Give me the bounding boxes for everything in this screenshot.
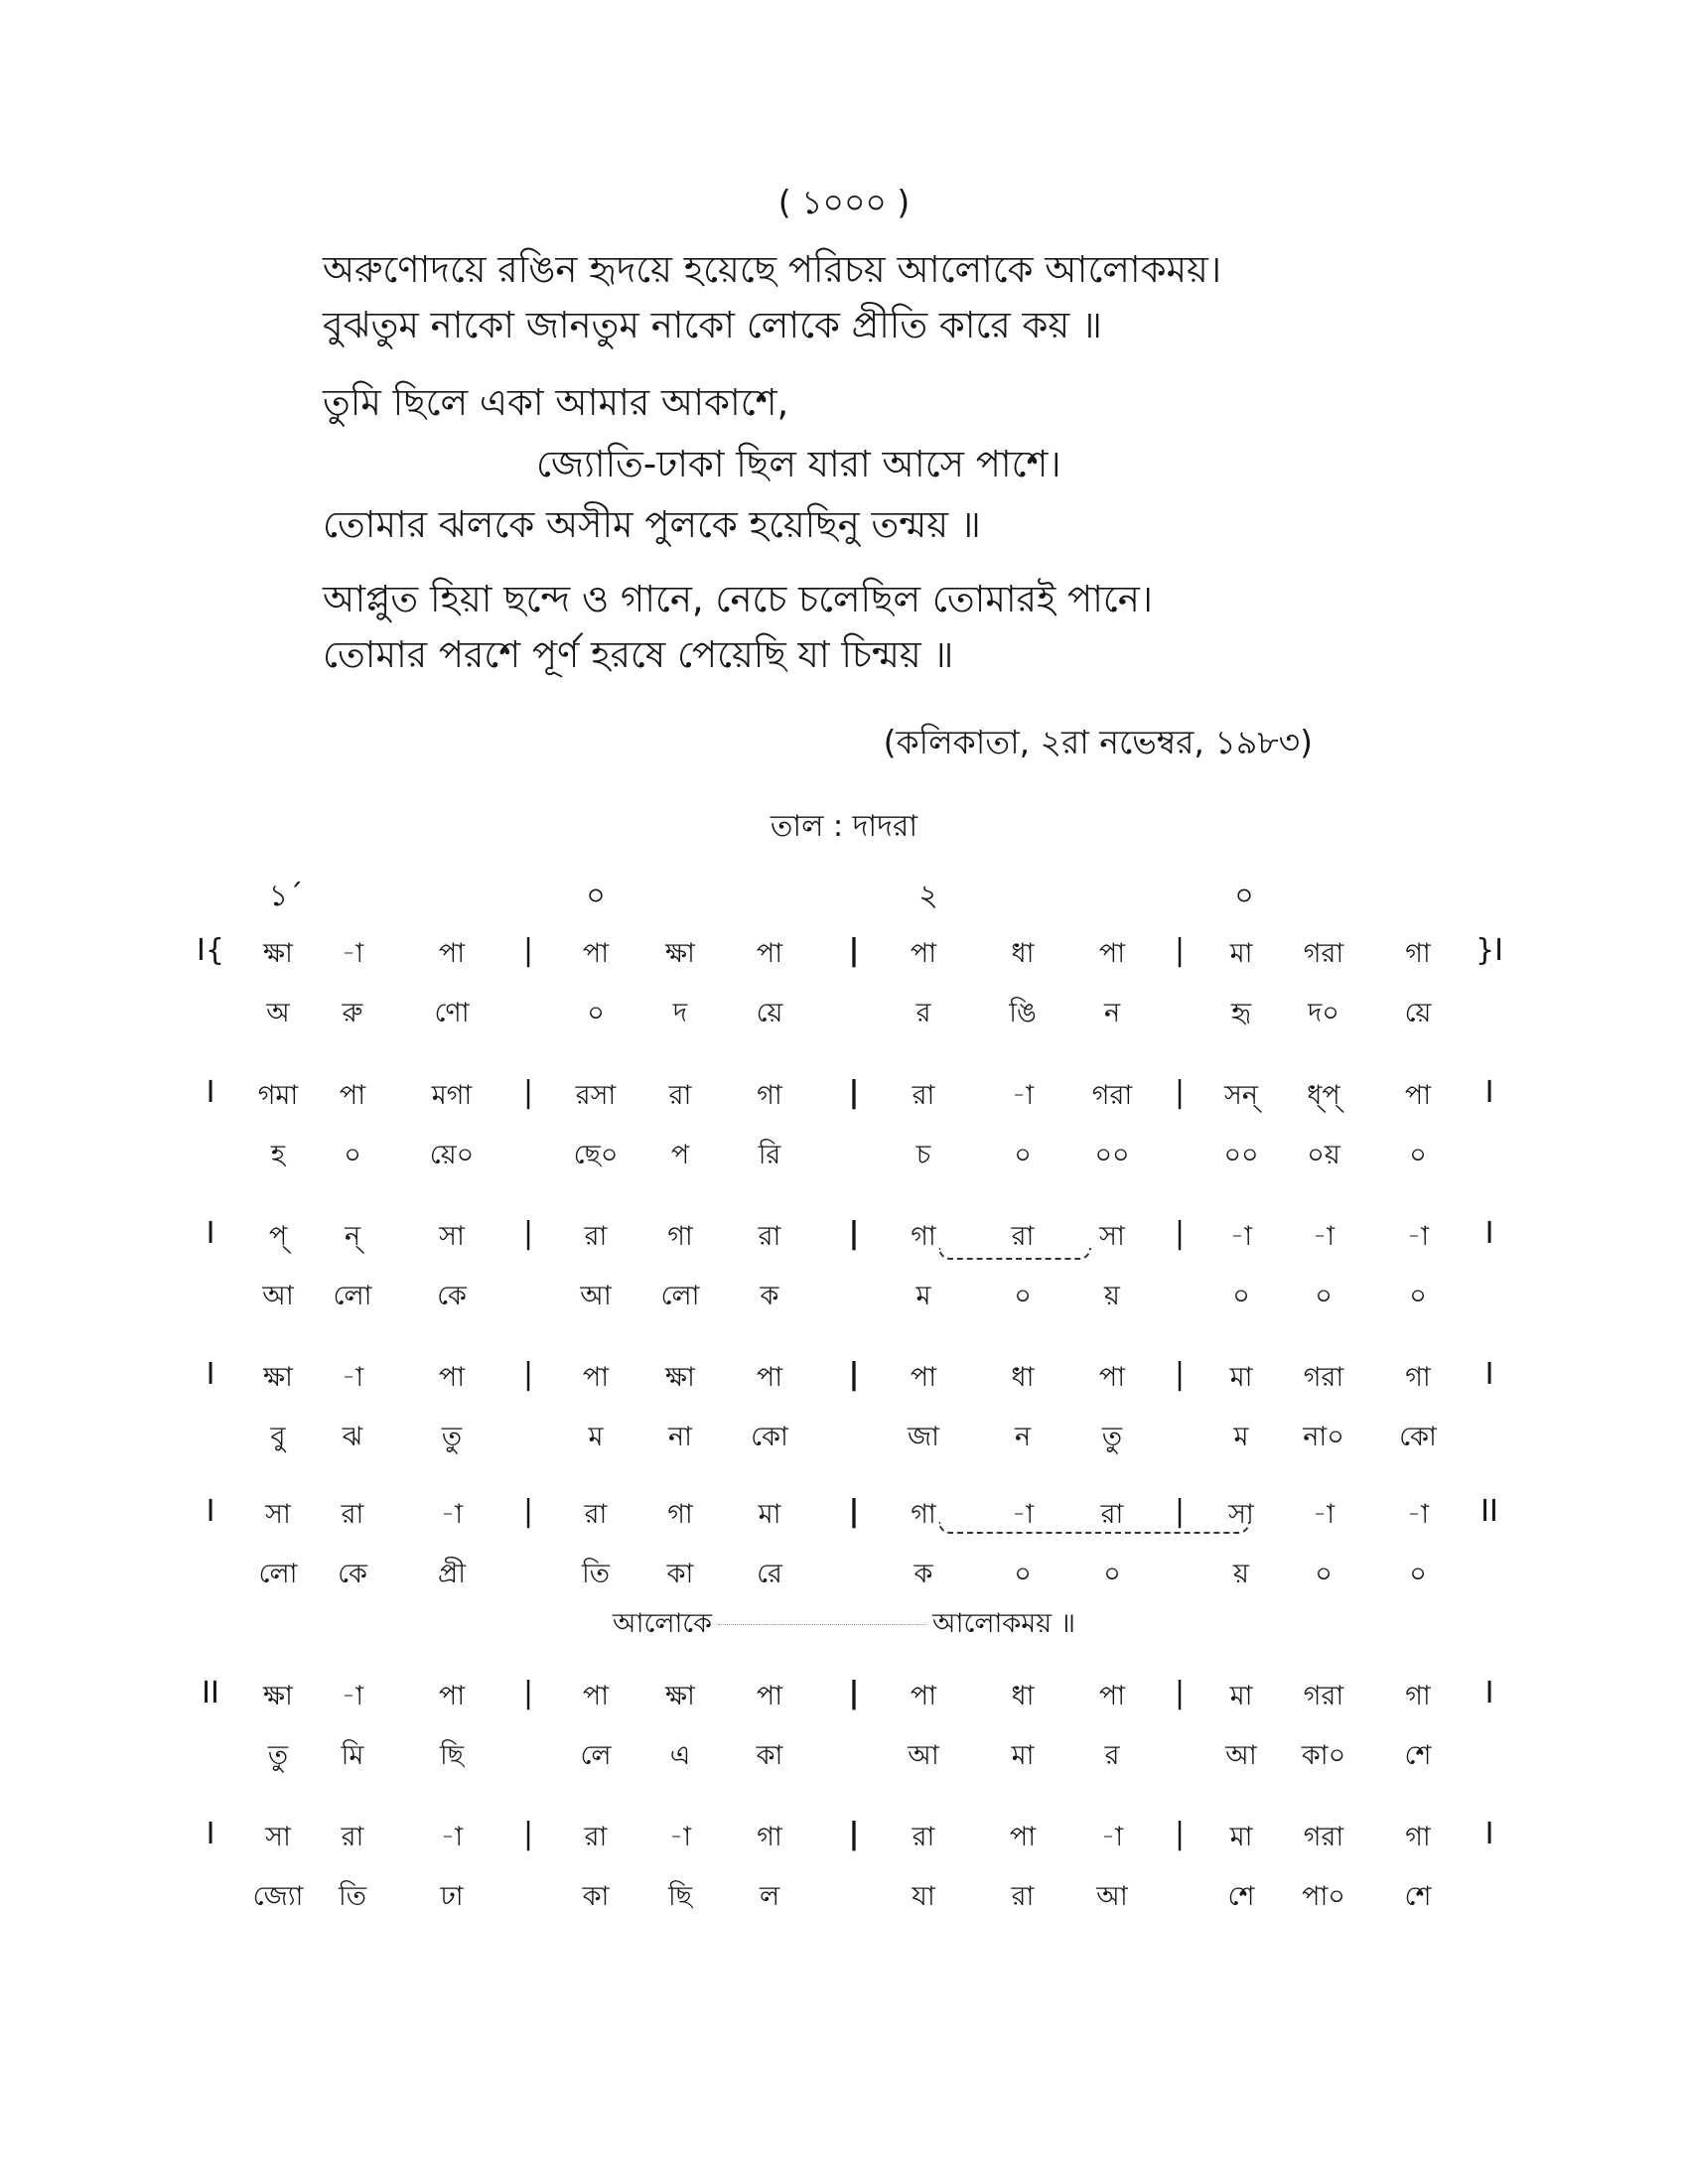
lyric-syllable: চ xyxy=(915,1140,931,1170)
verse-line: বুঝতুম নাকো জানতুম নাকো লোকে প্রীতি কারে কয় ॥ xyxy=(323,304,1102,346)
lyric-syllable: ছি xyxy=(439,1740,465,1771)
lyric-syllable: র xyxy=(915,998,931,1028)
measure-separator: | xyxy=(522,1817,534,1851)
note: ধা xyxy=(1011,938,1035,969)
notation-row xyxy=(0,1494,1688,1538)
lyric-syllable: পা০ xyxy=(1302,1881,1345,1912)
note: -া xyxy=(341,1681,364,1711)
lyric-syllable: য়ে xyxy=(756,998,783,1028)
measure-separator: | xyxy=(1174,1216,1186,1251)
right-barline: I xyxy=(1484,1817,1494,1851)
lyric-syllable: ০ xyxy=(1014,1281,1032,1311)
lyric-syllable: হ xyxy=(270,1140,286,1170)
left-barline: I xyxy=(206,1216,215,1251)
note: গরা xyxy=(1303,1822,1344,1852)
measure-separator: | xyxy=(1174,1075,1186,1110)
note: রা xyxy=(912,1080,935,1111)
beat-mark: ০ xyxy=(586,879,606,913)
lyric-syllable: ০ xyxy=(1315,1281,1333,1311)
lyric-syllable: শে xyxy=(1404,1740,1432,1771)
lyric-syllable: ০০ xyxy=(1223,1140,1259,1170)
note: পা xyxy=(756,1362,783,1393)
lyric-row xyxy=(0,1735,1688,1779)
lyric-syllable: ০ xyxy=(1103,1559,1121,1589)
lyric-syllable: ক xyxy=(914,1559,933,1589)
note: মা xyxy=(1229,1362,1253,1393)
lyric-syllable: কে xyxy=(437,1281,467,1311)
beat-mark: ০ xyxy=(1234,879,1254,913)
lyric-syllable: মি xyxy=(341,1740,364,1771)
measure-separator: | xyxy=(1174,933,1186,968)
page-number: ( ১০০০ ) xyxy=(777,183,911,221)
lyric-syllable: কা xyxy=(666,1559,694,1589)
note: -া xyxy=(1229,1221,1253,1252)
measure-separator: | xyxy=(1174,1494,1186,1529)
note: -া xyxy=(668,1822,692,1852)
note: গা xyxy=(667,1499,693,1530)
lyric-syllable: তি xyxy=(339,1881,366,1912)
refrain-end: আলোকময় ॥ xyxy=(932,1608,1075,1639)
lyric-row xyxy=(0,1276,1688,1319)
lyric-row xyxy=(0,993,1688,1036)
lyric-syllable: আ xyxy=(262,1281,294,1311)
refrain-start: আলোকে xyxy=(613,1608,713,1639)
left-barline: I xyxy=(206,1075,215,1110)
lyric-syllable: তু xyxy=(1101,1422,1123,1452)
lyric-syllable: ঝ xyxy=(342,1422,363,1452)
note: গরা xyxy=(1303,1681,1344,1711)
lyric-syllable: কো xyxy=(751,1422,788,1452)
right-barline: II xyxy=(1480,1494,1498,1529)
lyric-row xyxy=(0,1876,1688,1920)
lyric-syllable: কে xyxy=(338,1559,367,1589)
tal-label: তাল : দাদরা xyxy=(770,809,918,844)
note: ক্ষা xyxy=(665,1681,695,1711)
refrain-gap xyxy=(718,1624,926,1625)
note: গরা xyxy=(1303,1362,1344,1393)
note: গরা xyxy=(1091,1080,1133,1111)
measure-separator: | xyxy=(522,933,534,968)
note: পা xyxy=(1098,938,1126,969)
lyric-syllable: ০ xyxy=(1409,1281,1427,1311)
note: রা xyxy=(1100,1499,1124,1530)
note: -া xyxy=(440,1822,464,1852)
lyric-syllable: লো xyxy=(258,1559,298,1589)
lyric-syllable: ০ xyxy=(1409,1559,1427,1589)
lyric-syllable: ন xyxy=(1103,998,1121,1028)
lyric-syllable: লো xyxy=(660,1281,700,1311)
note: রা xyxy=(341,1822,364,1852)
note: -া xyxy=(1011,1080,1035,1111)
note: পা xyxy=(1009,1822,1037,1852)
note: গা xyxy=(757,1080,782,1111)
note: মা xyxy=(1229,1681,1253,1711)
note: ক্ষা xyxy=(263,938,293,969)
note: সা xyxy=(265,1822,291,1852)
lyric-syllable: ০ xyxy=(344,1140,361,1170)
measure-separator: | xyxy=(848,1676,860,1710)
lyric-syllable: শে xyxy=(1404,1881,1432,1912)
note: সা xyxy=(1099,1221,1125,1252)
note: সন্ xyxy=(1224,1080,1258,1111)
lyric-syllable: ছে০ xyxy=(573,1140,619,1170)
note: গা xyxy=(911,1221,936,1252)
lyric-syllable: রা xyxy=(1011,1881,1035,1912)
lyric-syllable: দ xyxy=(672,998,688,1028)
note: -া xyxy=(1406,1221,1430,1252)
notation-row xyxy=(0,1817,1688,1860)
lyric-syllable: ০০ xyxy=(1094,1140,1130,1170)
note: পা xyxy=(756,938,783,969)
beat-marks xyxy=(0,872,1688,915)
lyric-syllable: জ্যো xyxy=(252,1881,304,1912)
lyric-syllable: ০ xyxy=(1315,1559,1333,1589)
left-barline: II xyxy=(202,1676,219,1710)
lyric-syllable: দ০ xyxy=(1308,998,1339,1028)
right-barline: I xyxy=(1484,1075,1494,1110)
note: -া xyxy=(1011,1499,1035,1530)
left-barline: I xyxy=(206,1357,215,1392)
measure-separator: | xyxy=(522,1075,534,1110)
measure-separator: | xyxy=(522,1676,534,1710)
note: ধা xyxy=(1011,1362,1035,1393)
note: গা xyxy=(667,1221,693,1252)
note: ক্ষা xyxy=(263,1362,293,1393)
measure-separator: | xyxy=(522,1216,534,1251)
right-barline: I xyxy=(1484,1676,1494,1710)
notation-row xyxy=(0,1676,1688,1719)
lyric-syllable: য়ে০ xyxy=(429,1140,475,1170)
note: -া xyxy=(1312,1221,1336,1252)
note: সা xyxy=(265,1499,291,1530)
measure-separator: | xyxy=(848,1357,860,1392)
measure-separator: | xyxy=(522,1494,534,1529)
lyric-row xyxy=(0,1554,1688,1597)
note: গা xyxy=(911,1499,936,1530)
verse-line: অরুণোদয়ে রঙিন হৃদয়ে হয়েছে পরিচয় আলোকে আলোকময়। xyxy=(323,248,1222,291)
note: -া xyxy=(341,1362,364,1393)
note: সা xyxy=(1228,1499,1254,1530)
lyric-syllable: ০ xyxy=(1014,1559,1032,1589)
note: পা xyxy=(438,1362,466,1393)
lyric-syllable: ল xyxy=(759,1881,780,1912)
note: গা xyxy=(1405,1362,1431,1393)
notation-row xyxy=(0,1357,1688,1401)
left-barline: I{ xyxy=(197,933,224,968)
note: রা xyxy=(668,1080,692,1111)
measure-separator: | xyxy=(848,933,860,968)
beat-mark: ১´ xyxy=(268,879,304,913)
lyric-syllable: রু xyxy=(342,998,363,1028)
note: পা xyxy=(582,938,610,969)
lyric-syllable: কা০ xyxy=(1301,1740,1346,1771)
note: পা xyxy=(910,1362,937,1393)
lyric-syllable: তি xyxy=(582,1559,610,1589)
lyric-syllable: য় xyxy=(1104,1281,1120,1311)
note: রা xyxy=(584,1221,608,1252)
date-line: (কলিকাতা, ২রা নভেম্বর, ১৯৮৩) xyxy=(883,723,1313,761)
note: ন্ xyxy=(344,1221,361,1252)
note: গমা xyxy=(257,1080,299,1111)
measure-separator: | xyxy=(848,1216,860,1251)
verse-line: তুমি ছিলে একা আমার আকাশে, xyxy=(323,381,789,424)
note: পা xyxy=(438,1681,466,1711)
lyric-syllable: বু xyxy=(270,1422,286,1452)
lyric-syllable: ০ xyxy=(1014,1140,1032,1170)
lyric-syllable: কা xyxy=(582,1881,610,1912)
note: রা xyxy=(584,1822,608,1852)
lyric-syllable: যা xyxy=(912,1881,935,1912)
lyric-syllable: প xyxy=(670,1140,690,1170)
note: রা xyxy=(912,1822,935,1852)
lyric-syllable: র xyxy=(1104,1740,1120,1771)
lyric-row xyxy=(0,1135,1688,1178)
note: সা xyxy=(439,1221,465,1252)
notation-row xyxy=(0,1216,1688,1260)
right-barline: }I xyxy=(1476,933,1503,968)
note: পা xyxy=(339,1080,366,1111)
note: রসা xyxy=(575,1080,617,1111)
lyric-syllable: ণো xyxy=(434,998,470,1028)
lyric-syllable: আ xyxy=(580,1281,612,1311)
lyric-syllable: আ xyxy=(1225,1740,1257,1771)
lyric-syllable: তু xyxy=(441,1422,463,1452)
note: রা xyxy=(758,1221,781,1252)
beat-mark: ২ xyxy=(918,879,938,913)
measure-separator: | xyxy=(848,1075,860,1110)
lyric-syllable: ০ xyxy=(1232,1281,1250,1311)
note: পা xyxy=(1098,1681,1126,1711)
note: রা xyxy=(584,1499,608,1530)
note: প্ xyxy=(268,1221,288,1252)
lyric-syllable: ঢা xyxy=(440,1881,464,1912)
note: গা xyxy=(1405,1822,1431,1852)
verse-line: জ্যোতি-ঢাকা ছিল যারা আসে পাশে। xyxy=(536,443,1061,485)
note: ক্ষা xyxy=(665,1362,695,1393)
lyric-syllable: হৃ xyxy=(1230,998,1252,1028)
measure-separator: | xyxy=(1174,1676,1186,1710)
note: গা xyxy=(1405,938,1431,969)
lyric-syllable: না xyxy=(668,1422,692,1452)
lyric-syllable: শে xyxy=(1227,1881,1255,1912)
note: পা xyxy=(438,938,466,969)
lyric-syllable: লো xyxy=(333,1281,372,1311)
refrain-line xyxy=(0,1603,1688,1648)
note: -া xyxy=(1406,1499,1430,1530)
lyric-syllable: তু xyxy=(267,1740,289,1771)
note: রা xyxy=(1011,1221,1035,1252)
lyric-syllable: ম xyxy=(915,1281,931,1311)
lyric-syllable: লে xyxy=(580,1740,612,1771)
measure-separator: | xyxy=(848,1494,860,1529)
left-barline: I xyxy=(206,1494,215,1529)
lyric-syllable: মা xyxy=(1011,1740,1035,1771)
note: ক্ষা xyxy=(263,1681,293,1711)
note: গা xyxy=(757,1822,782,1852)
lyric-syllable: কা xyxy=(756,1740,783,1771)
note: পা xyxy=(582,1362,610,1393)
lyric-syllable: য়ে xyxy=(1404,998,1432,1028)
lyric-syllable: আ xyxy=(908,1740,939,1771)
note: মা xyxy=(1229,938,1253,969)
lyric-syllable: ০য় xyxy=(1307,1140,1340,1170)
measure-separator: | xyxy=(522,1357,534,1392)
lyric-syllable: রে xyxy=(757,1559,782,1589)
lyric-syllable: ম xyxy=(1233,1422,1249,1452)
notation-row xyxy=(0,1075,1688,1119)
measure-separator: | xyxy=(1174,1817,1186,1851)
measure-separator: | xyxy=(848,1817,860,1851)
measure-separator: | xyxy=(1174,1357,1186,1392)
verse-line: তোমার পরশে পূর্ণ হরষে পেয়েছি যা চিন্ময় ॥ xyxy=(323,633,954,676)
lyric-syllable: আ xyxy=(1096,1881,1128,1912)
lyric-syllable: য় xyxy=(1233,1559,1249,1589)
note: মগা xyxy=(431,1080,473,1111)
note: পা xyxy=(910,1681,937,1711)
note: -া xyxy=(440,1499,464,1530)
notation-row xyxy=(0,933,1688,977)
right-barline: I xyxy=(1484,1216,1494,1251)
lyric-syllable: অ xyxy=(266,998,290,1028)
note: গরা xyxy=(1303,938,1344,969)
note: -া xyxy=(341,938,364,969)
tie-mark xyxy=(938,1522,1250,1534)
lyric-syllable: রি xyxy=(758,1140,781,1170)
note: রা xyxy=(341,1499,364,1530)
lyric-syllable: ছি xyxy=(667,1881,693,1912)
note: ধা xyxy=(1011,1681,1035,1711)
note: পা xyxy=(1404,1080,1432,1111)
lyric-syllable: ক xyxy=(760,1281,779,1311)
right-barline: I xyxy=(1484,1357,1494,1392)
lyric-syllable: না০ xyxy=(1303,1422,1344,1452)
tie-mark xyxy=(938,1248,1091,1260)
lyric-syllable: ০ xyxy=(587,998,605,1028)
note: পা xyxy=(582,1681,610,1711)
note: ক্ষা xyxy=(665,938,695,969)
lyric-syllable: জা xyxy=(908,1422,939,1452)
note: -া xyxy=(1312,1499,1336,1530)
lyric-syllable: ম xyxy=(588,1422,604,1452)
note: -া xyxy=(1100,1822,1124,1852)
verse-line: তোমার ঝলকে অসীম পুলকে হয়েছিনু তন্ময় ॥ xyxy=(323,503,981,546)
note: ধ্প্ xyxy=(1307,1080,1340,1111)
note: মা xyxy=(758,1499,781,1530)
lyric-syllable: এ xyxy=(669,1740,691,1771)
note: পা xyxy=(910,938,937,969)
lyric-syllable: ০ xyxy=(1409,1140,1427,1170)
verse-line: আপ্লুত হিয়া ছন্দে ও গানে, নেচে চলেছিল তোমারই পানে। xyxy=(323,578,1154,620)
left-barline: I xyxy=(206,1817,215,1851)
note: পা xyxy=(756,1681,783,1711)
note: গা xyxy=(1405,1681,1431,1711)
note: মা xyxy=(1229,1822,1253,1852)
note: পা xyxy=(1098,1362,1126,1393)
lyric-syllable: ন xyxy=(1014,1422,1032,1452)
lyric-syllable: কো xyxy=(1399,1422,1437,1452)
lyric-syllable: প্রী xyxy=(438,1559,466,1589)
lyric-row xyxy=(0,1417,1688,1460)
lyric-syllable: ঙি xyxy=(1009,998,1037,1028)
